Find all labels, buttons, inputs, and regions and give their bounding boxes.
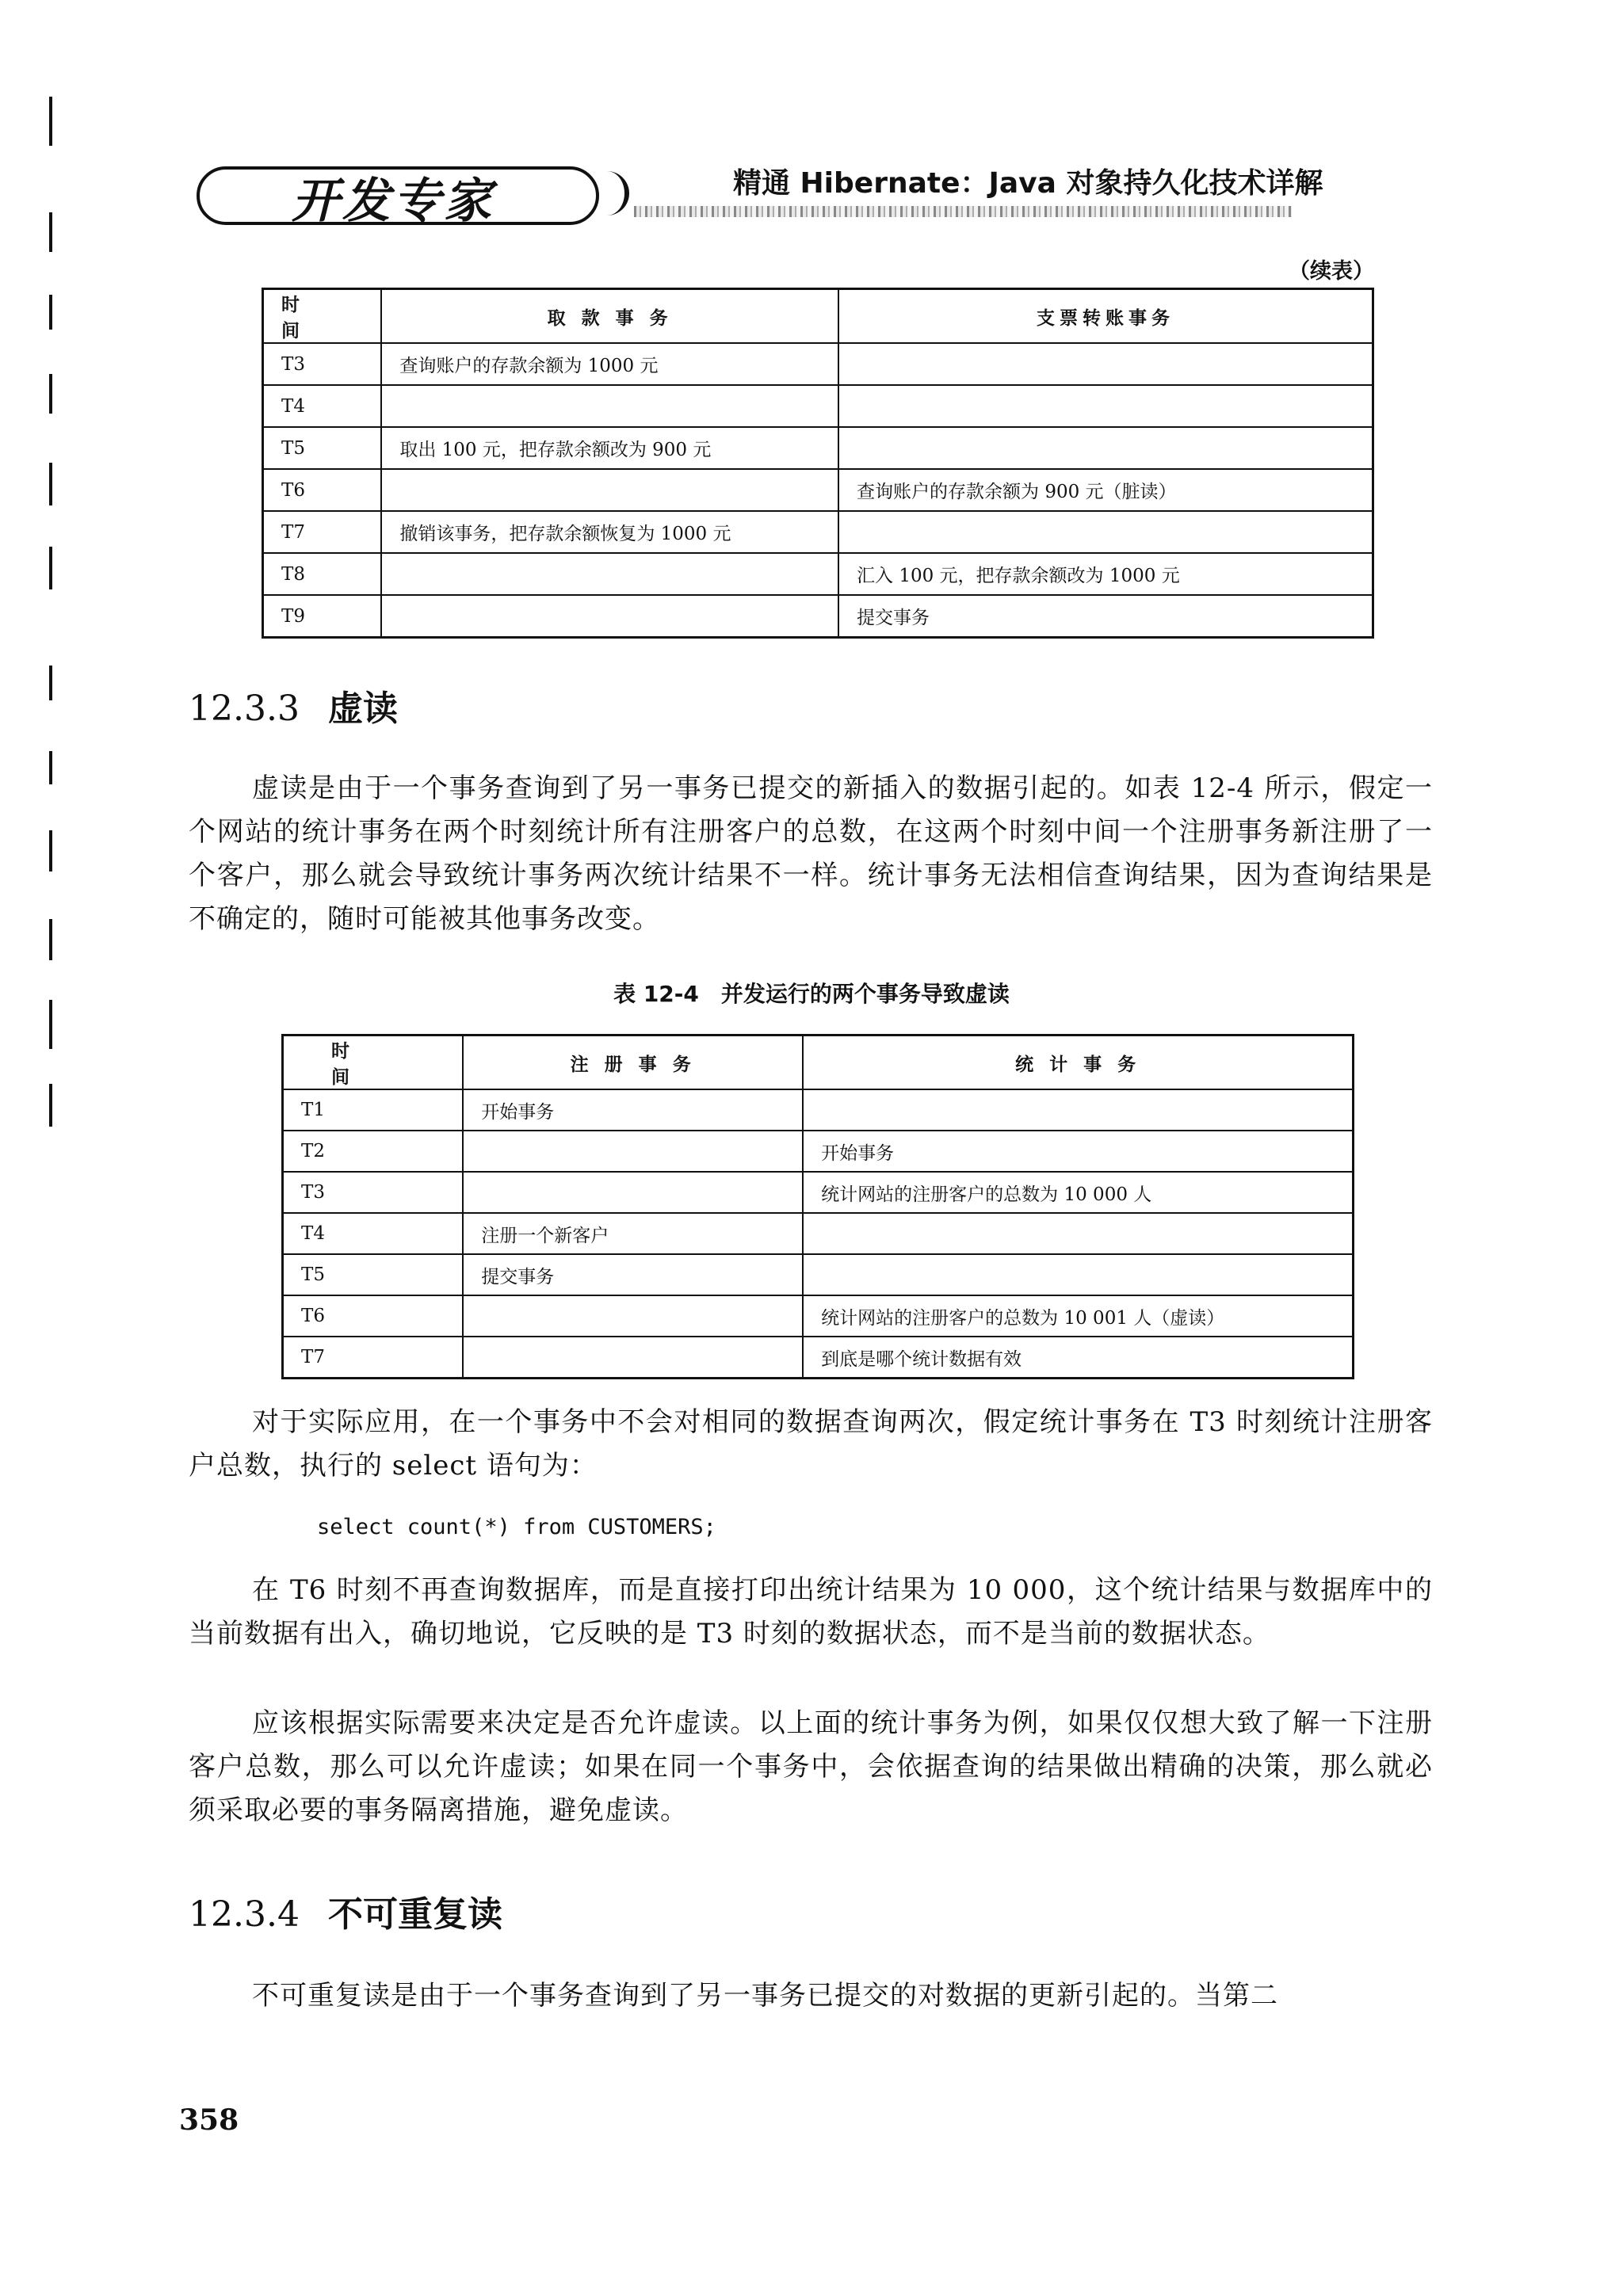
time-cell: T7 bbox=[283, 1337, 464, 1379]
logo-swoosh bbox=[545, 171, 629, 215]
table-12-4 bbox=[281, 1034, 1354, 1379]
column-header: 时 间 bbox=[283, 1035, 464, 1090]
table-cell bbox=[838, 427, 1373, 469]
table-cell bbox=[838, 343, 1373, 385]
column-header: 取 款 事 务 bbox=[381, 289, 838, 344]
time-cell: T5 bbox=[263, 427, 382, 469]
scan-edge-mark bbox=[49, 1084, 52, 1127]
table-row bbox=[263, 511, 1373, 553]
table-row bbox=[283, 1089, 1354, 1131]
table-header-row bbox=[263, 289, 1373, 344]
table-cell bbox=[463, 1337, 803, 1379]
table-cell bbox=[463, 1295, 803, 1337]
paragraph: 对于实际应用，在一个事务中不会对相同的数据查询两次，假定统计事务在 T3 时刻统计注册客户总数，执行的 select 语句为： bbox=[189, 1406, 1433, 1482]
time-cell: T8 bbox=[263, 553, 382, 595]
table-cell bbox=[463, 1131, 803, 1172]
series-logo bbox=[197, 160, 640, 229]
table-cell bbox=[463, 1172, 803, 1213]
table-row bbox=[283, 1213, 1354, 1254]
table-cell: 撤销该事务，把存款余额恢复为 1000 元 bbox=[381, 511, 838, 553]
scan-edge-mark bbox=[49, 919, 52, 960]
table-continued-note: （续表） bbox=[1289, 259, 1374, 284]
table-cell: 查询账户的存款余额为 900 元（脏读） bbox=[838, 469, 1373, 511]
time-cell: T2 bbox=[283, 1131, 464, 1172]
time-cell: T6 bbox=[263, 469, 382, 511]
table-cell bbox=[381, 595, 838, 638]
scan-edge-mark bbox=[49, 97, 52, 146]
table-cell bbox=[838, 511, 1373, 553]
scan-edge-mark bbox=[49, 547, 52, 589]
time-cell: T5 bbox=[283, 1254, 464, 1295]
table-header-row bbox=[283, 1035, 1354, 1090]
column-header: 统 计 事 务 bbox=[803, 1035, 1353, 1090]
table-row bbox=[263, 343, 1373, 385]
table-row bbox=[283, 1131, 1354, 1172]
time-cell: T1 bbox=[283, 1089, 464, 1131]
table-cell bbox=[803, 1089, 1353, 1131]
column-header: 时 间 bbox=[263, 289, 382, 344]
section-number: 12.3.4 bbox=[189, 1894, 300, 1935]
code-snippet: select count(*) from CUSTOMERS; bbox=[317, 1515, 716, 1539]
scan-edge-mark bbox=[49, 751, 52, 784]
table-cell: 开始事务 bbox=[463, 1089, 803, 1131]
section-number: 12.3.3 bbox=[189, 688, 300, 729]
table-row bbox=[283, 1254, 1354, 1295]
time-cell: T7 bbox=[263, 511, 382, 553]
table-cell bbox=[381, 469, 838, 511]
table-row bbox=[263, 427, 1373, 469]
section-heading bbox=[189, 680, 398, 730]
table-row bbox=[263, 595, 1373, 638]
book-title: 精通 Hibernate：Java 对象持久化技术详解 bbox=[733, 167, 1323, 200]
table-cell: 提交事务 bbox=[463, 1254, 803, 1295]
table-row bbox=[283, 1337, 1354, 1379]
scan-edge-mark bbox=[49, 212, 52, 252]
table-cell bbox=[381, 553, 838, 595]
scan-edge-mark bbox=[49, 666, 52, 700]
paragraph: 应该根据实际需要来决定是否允许虚读。以上面的统计事务为例，如果仅仅想大致了解一下注册客户总数，那么可以允许虚读；如果在同一个事务中，会依据查询的结果做出精确的决策，那么就必须采取必要的事务隔离措施，避免虚读。 bbox=[189, 1707, 1433, 1826]
table-row bbox=[283, 1295, 1354, 1337]
table-cell: 统计网站的注册客户的总数为 10 001 人（虚读） bbox=[803, 1295, 1353, 1337]
time-cell: T4 bbox=[263, 385, 382, 427]
scan-edge-mark bbox=[49, 830, 52, 871]
table-row bbox=[263, 469, 1373, 511]
table-cell: 注册一个新客户 bbox=[463, 1213, 803, 1254]
time-cell: T6 bbox=[283, 1295, 464, 1337]
scan-edge-mark bbox=[49, 463, 52, 505]
table-caption: 表 12-4 并发运行的两个事务导致虚读 bbox=[613, 981, 1010, 1007]
table-cell: 统计网站的注册客户的总数为 10 000 人 bbox=[803, 1172, 1353, 1213]
table-cell: 取出 100 元，把存款余额改为 900 元 bbox=[381, 427, 838, 469]
section-title: 虚读 bbox=[327, 688, 398, 729]
table-cell: 开始事务 bbox=[803, 1131, 1353, 1172]
table-cell bbox=[381, 385, 838, 427]
table-cell: 查询账户的存款余额为 1000 元 bbox=[381, 343, 838, 385]
paragraph: 虚读是由于一个事务查询到了另一事务已提交的新插入的数据引起的。如表 12-4 所示，假定一个网站的统计事务在两个时刻统计所有注册客户的总数，在这两个时刻中间一个注册事务新注册了一个客户，那么就会导致统计事务两次统计结果不一样。统计事务无法相信查询结果，因为查询结果是不确定的，随时可能被其他事务改变。 bbox=[189, 772, 1433, 935]
continued-table bbox=[262, 288, 1374, 639]
table-row bbox=[263, 553, 1373, 595]
table-cell: 到底是哪个统计数据有效 bbox=[803, 1337, 1353, 1379]
paragraph: 不可重复读是由于一个事务查询到了另一事务已提交的对数据的更新引起的。当第二 bbox=[252, 1980, 1278, 2012]
table-row bbox=[263, 385, 1373, 427]
section-title: 不可重复读 bbox=[327, 1894, 502, 1935]
table-cell bbox=[803, 1254, 1353, 1295]
time-cell: T3 bbox=[263, 343, 382, 385]
column-header: 支票转账事务 bbox=[838, 289, 1373, 344]
table-cell bbox=[838, 385, 1373, 427]
scan-edge-mark bbox=[49, 295, 52, 330]
paragraph: 在 T6 时刻不再查询数据库，而是直接打印出统计结果为 10 000，这个统计结果与数据库中的当前数据有出入，确切地说，它反映的是 T3 时刻的数据状态，而不是当前的数据状态。 bbox=[189, 1574, 1433, 1650]
header-decorative-band bbox=[634, 206, 1292, 217]
table-cell bbox=[803, 1213, 1353, 1254]
section-heading bbox=[189, 1886, 502, 1936]
time-cell: T3 bbox=[283, 1172, 464, 1213]
column-header: 注 册 事 务 bbox=[463, 1035, 803, 1090]
table-cell: 提交事务 bbox=[838, 595, 1373, 638]
time-cell: T9 bbox=[263, 595, 382, 638]
page-number: 358 bbox=[179, 2103, 239, 2137]
scan-edge-mark bbox=[49, 374, 52, 414]
time-cell: T4 bbox=[283, 1213, 464, 1254]
table-row bbox=[283, 1172, 1354, 1213]
table-cell: 汇入 100 元，把存款余额改为 1000 元 bbox=[838, 553, 1373, 595]
logo-text: 开发专家 bbox=[292, 174, 495, 229]
